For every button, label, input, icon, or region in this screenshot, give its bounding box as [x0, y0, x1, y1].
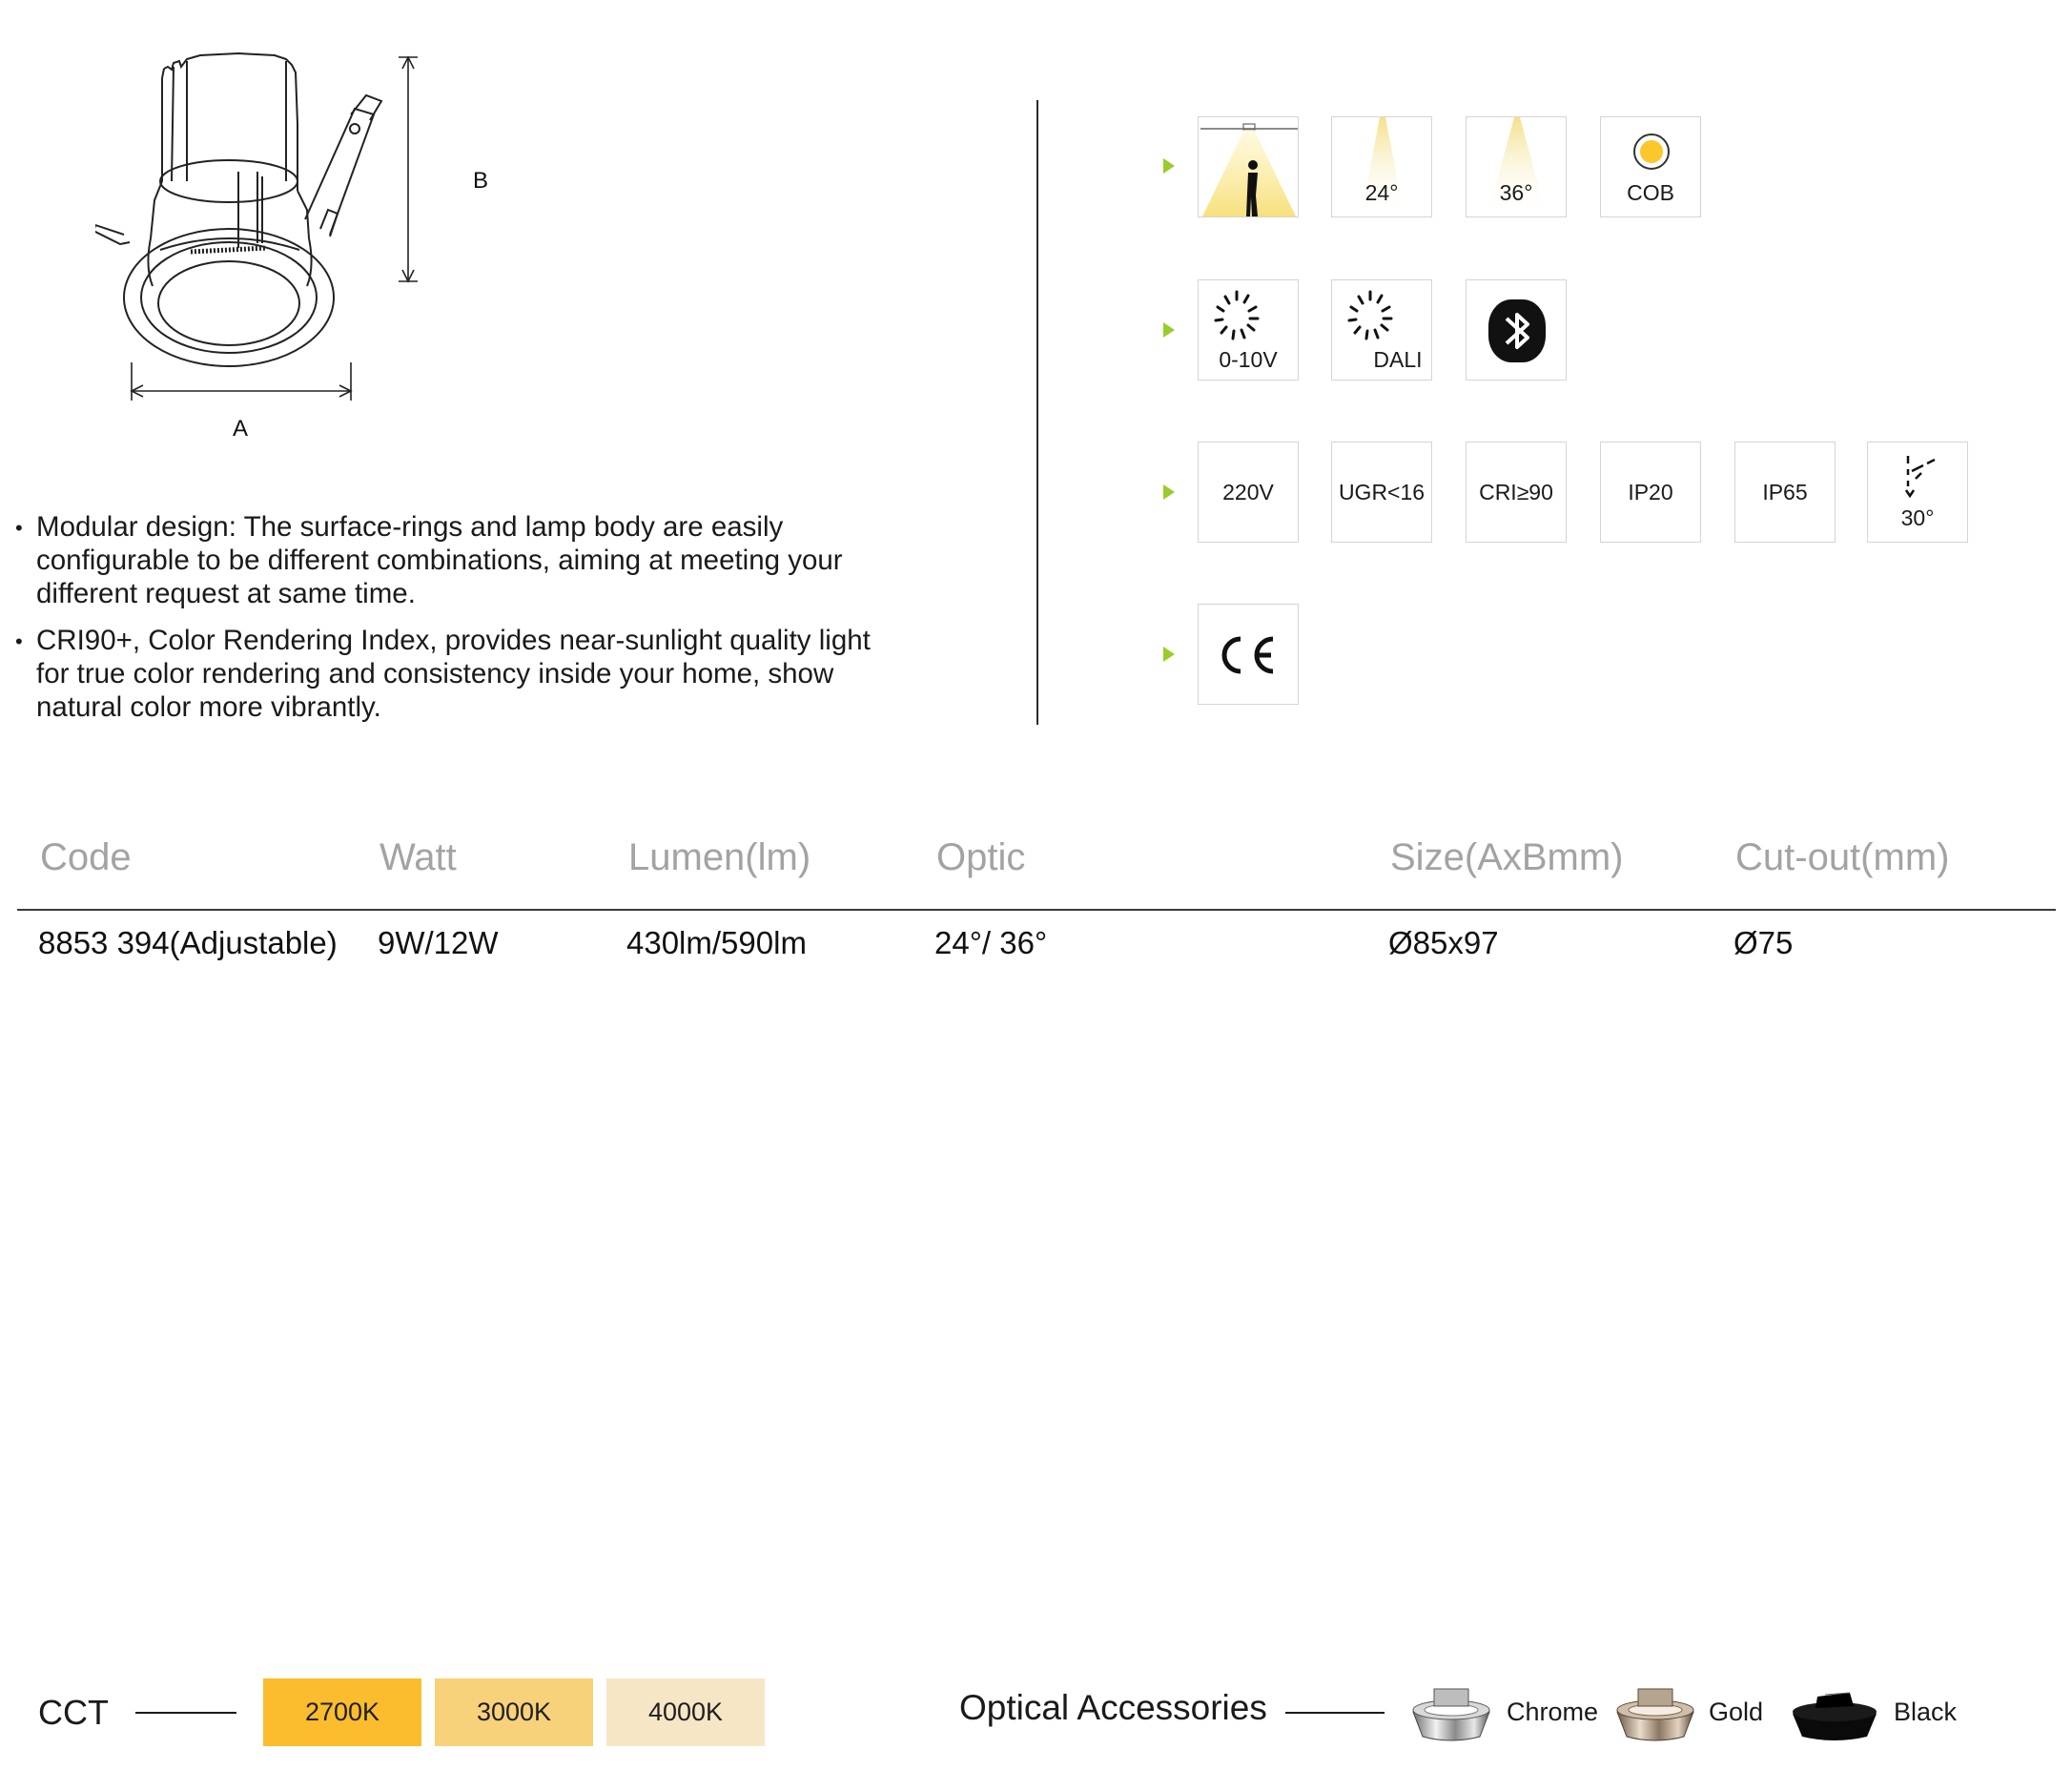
voltage-box: [1198, 442, 1299, 543]
cell-lumen: 430lm/590lm: [626, 925, 807, 960]
product-drawing: [95, 48, 515, 448]
tilt-angle-icon: [1868, 442, 1969, 509]
dimmer-0-10v-box: [1198, 279, 1299, 381]
ip20-box: [1600, 442, 1701, 543]
row-arrow-icon: [1163, 647, 1175, 662]
ugr-box: [1331, 442, 1432, 543]
row-arrow-icon: [1163, 484, 1175, 500]
table-divider: [17, 909, 2056, 911]
cct-option-label: 4000K: [647, 1698, 724, 1726]
tilt-box: [1867, 442, 1968, 543]
table-header-watt: Watt: [380, 836, 457, 878]
ugr-label: UGR<16: [1338, 479, 1426, 504]
accessory-name: Chrome: [1507, 1698, 1599, 1726]
cob-box: [1600, 116, 1701, 217]
cct-option-label: 3000K: [476, 1698, 552, 1726]
row-arrow-icon: [1163, 322, 1175, 338]
beam-36-box: [1466, 116, 1567, 217]
cct-option-2700k[interactable]: [263, 1678, 421, 1746]
walking-person-beam-icon: [1198, 116, 1299, 217]
table-header-lumen: Lumen(lm): [628, 836, 811, 878]
beam-36-label: 36°: [1499, 180, 1533, 205]
ip65-box: [1734, 442, 1836, 543]
dali-label: DALI: [1373, 347, 1423, 372]
bluetooth-box: [1466, 279, 1567, 381]
bullet-text: Modular design: The surface-rings and lamp body are easily configurable to be different combinations, aiming at meeting your different request at same time.: [36, 511, 843, 609]
accessory-name: Gold: [1709, 1698, 1764, 1726]
ce-box: [1198, 604, 1299, 705]
dimmer-icon: [1208, 286, 1265, 343]
cct-option-label: 2700K: [304, 1698, 380, 1726]
vertical-divider: [1036, 100, 1038, 725]
bullet-mark: •: [15, 629, 23, 653]
table-header-size: Size(AxBmm): [1390, 836, 1624, 878]
dimmer-dali-box: [1331, 279, 1432, 381]
cell-cutout: Ø75: [1734, 925, 1794, 960]
cri-label: CRI≥90: [1479, 479, 1553, 504]
table-header-optic: Optic: [936, 836, 1026, 878]
cri-box: [1466, 442, 1567, 543]
bullet-item: [15, 510, 892, 610]
dimension-b-label: B: [473, 168, 489, 194]
accessory-name: Black: [1894, 1698, 1958, 1726]
chrome-reflector-icon: [1405, 1683, 1497, 1744]
bullet-mark: •: [15, 516, 23, 540]
optical-accessories-label: Optical Accessories: [959, 1688, 1267, 1727]
bullet-text: CRI90+, Color Rendering Index, provides near-sunlight quality light for true color rendering and consistency inside your home, show natural color more vibrantly.: [36, 625, 871, 723]
voltage-label: 220V: [1222, 479, 1274, 504]
cct-option-4000k[interactable]: [606, 1678, 765, 1746]
beam-24-box: [1331, 116, 1432, 217]
bullet-item: [15, 624, 892, 724]
ip65-label: IP65: [1762, 479, 1808, 504]
gold-reflector-icon: [1610, 1683, 1701, 1744]
cell-optic: 24°/ 36°: [934, 925, 1048, 960]
cell-size: Ø85x97: [1388, 925, 1499, 960]
cct-option-3000k[interactable]: [435, 1678, 593, 1746]
feature-description: [15, 510, 892, 737]
cob-label: COB: [1627, 180, 1674, 205]
bluetooth-icon: [1467, 280, 1568, 381]
optical-leader-line: [1285, 1712, 1385, 1714]
tilt-label: 30°: [1900, 505, 1935, 530]
cell-code: 8853 394(Adjustable): [38, 925, 338, 960]
dimmer-icon: [1342, 286, 1399, 343]
ip20-label: IP20: [1628, 479, 1673, 504]
cct-leader-line: [135, 1712, 236, 1714]
downlight-line-drawing: [95, 48, 515, 448]
dimension-a-label: A: [233, 416, 249, 442]
table-header-code: Code: [40, 836, 132, 878]
table-header-cutout: Cut-out(mm): [1735, 836, 1950, 878]
black-reflector-icon: [1787, 1683, 1882, 1744]
dimmer-0-10v-label: 0-10V: [1219, 347, 1278, 372]
ce-mark-icon: [1199, 605, 1300, 706]
beam-24-label: 24°: [1364, 180, 1399, 205]
cell-watt: 9W/12W: [378, 925, 499, 960]
row-arrow-icon: [1163, 158, 1175, 174]
cct-label: CCT: [38, 1693, 109, 1732]
